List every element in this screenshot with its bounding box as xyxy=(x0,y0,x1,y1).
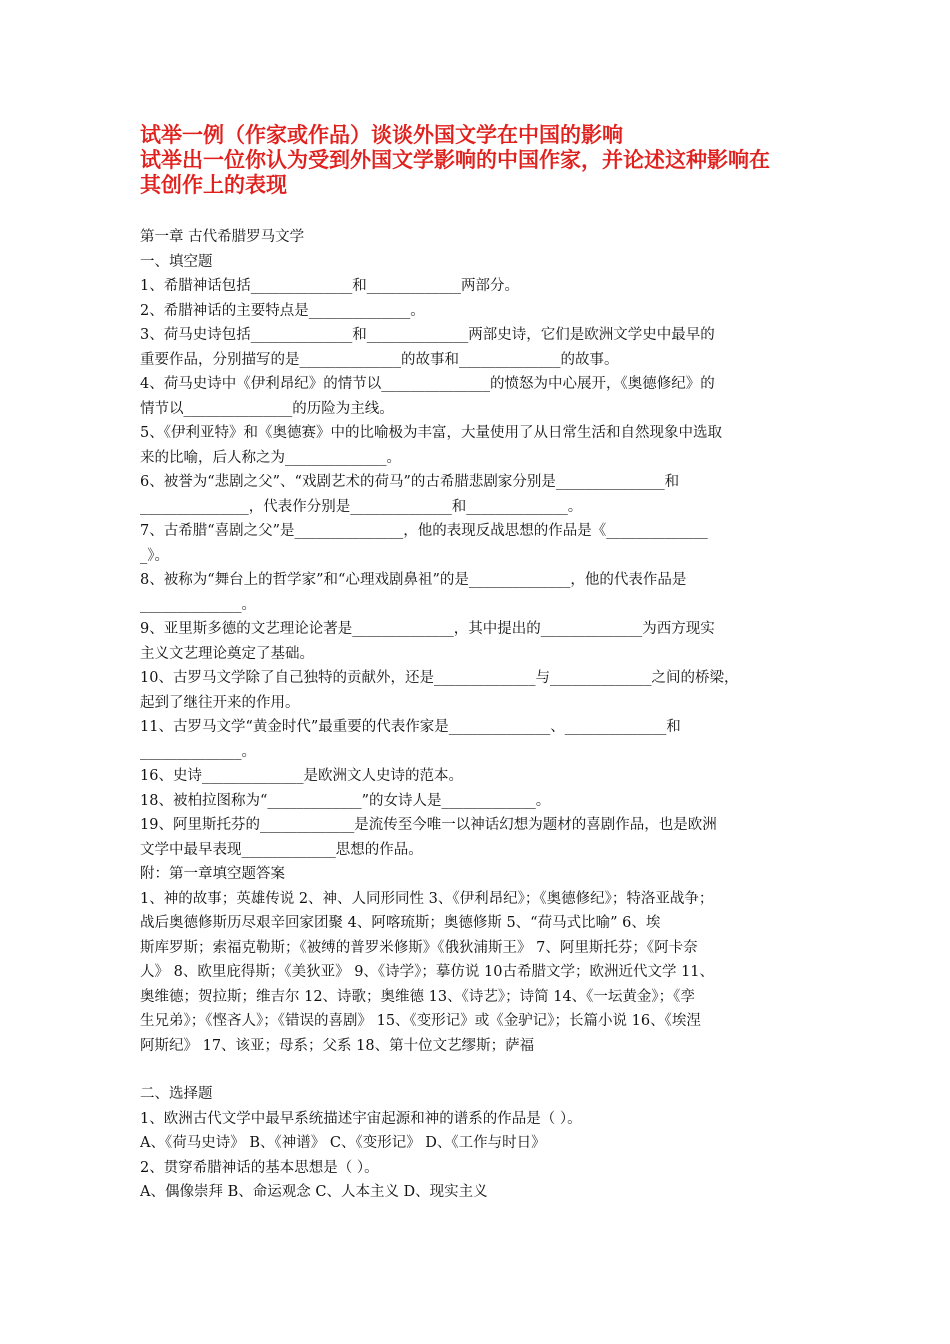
answer-line: 阿斯纪》 17、该亚；母系；父系 18、第十位文艺缪斯；萨福 xyxy=(140,1037,535,1054)
text-line: _》。 xyxy=(140,547,169,564)
spacer xyxy=(140,1058,812,1082)
document-page xyxy=(140,122,812,1205)
answer-heading: 附：第一章填空题答案 xyxy=(140,866,285,882)
text-line: 11、古罗马文学“黄金时代”最重要的代表作家是______________、______________和 xyxy=(140,719,681,735)
text-line: 主义文艺理论奠定了基础。 xyxy=(140,645,314,662)
answer-line: 斯库罗斯；索福克勒斯；《被缚的普罗米修斯》《俄狄浦斯王》 7、阿里斯托芬；《阿卡奈 xyxy=(140,939,698,956)
text-line: 18、被柏拉图称为“_____________”的女诗人是_____________。 xyxy=(140,792,551,809)
text-line: ______________。 xyxy=(140,743,256,760)
answer-line: 生兄弟》；《悭吝人》；《错误的喜剧》 15、《变形记》或《金驴记》；长篇小说 16、《埃涅 xyxy=(140,1013,701,1029)
question-line: 1、欧洲古代文学中最早系统描述宇宙起源和神的谱系的作品是（ ）。 xyxy=(140,1110,582,1127)
answer-line: 1、神的故事；英雄传说 2、神、人同形同性 3、《伊利昂纪》；《奥德修纪》；特洛亚战争； xyxy=(140,890,714,907)
text-line: 2、希腊神话的主要特点是______________。 xyxy=(140,302,425,319)
text-line: 3、荷马史诗包括______________和______________两部史诗，它们是欧洲文学史中最早的 xyxy=(140,327,715,343)
red-heading-2: 试举出一位你认为受到外国文学影响的中国作家，并论述这种影响在 xyxy=(140,147,770,172)
section-heading: 二、选择题 xyxy=(140,1086,213,1102)
spacer xyxy=(140,197,812,225)
text-line: 16、史诗______________是欧洲文人史诗的范本。 xyxy=(140,768,463,784)
text-line: 10、古罗马文学除了自己独特的贡献外，还是______________与______________之间的桥梁， xyxy=(140,670,739,686)
answer-line: 人》 8、欧里庇得斯；《美狄亚》 9、《诗学》；摹仿说 10古希腊文学；欧洲近代文学 11、 xyxy=(140,964,715,980)
text-line: 起到了继往开来的作用。 xyxy=(140,694,300,711)
text-line: 来的比喻，后人称之为______________。 xyxy=(140,449,401,466)
text-line: 5、《伊利亚特》和《奥德赛》中的比喻极为丰富，大量使用了从日常生活和自然现象中选取 xyxy=(140,425,722,441)
section-fill-in xyxy=(140,225,812,1058)
options-line: A、偶像崇拜 B、命运观念 C、人本主义 D、现实主义 xyxy=(140,1184,488,1200)
text-line: _______________，代表作分别是______________和______________。 xyxy=(140,498,583,515)
answer-line: 战后奥德修斯历尽艰辛回家团聚 4、阿喀琉斯；奥德修斯 5、“荷马式比喻” 6、埃 xyxy=(140,915,661,931)
text-line: 重要作品，分别描写的是______________的故事和______________的故事。 xyxy=(140,351,619,368)
text-line: 文学中最早表现_____________思想的作品。 xyxy=(140,841,423,858)
options-line: A、《荷马史诗》 B、《神谱》 C、《变形记》 D、《工作与时日》 xyxy=(140,1135,546,1151)
chapter-title: 第一章 古代希腊罗马文学 xyxy=(140,229,305,245)
text-line: 19、阿里斯托芬的_____________是流传至今唯一以神话幻想为题材的喜剧作品，也是欧洲 xyxy=(140,817,717,833)
text-line: 1、希腊神话包括______________和_____________两部分。 xyxy=(140,278,519,294)
text-line: 6、被誉为“悲剧之父”、“戏剧艺术的荷马”的古希腊悲剧家分别是_______________和 xyxy=(140,474,680,490)
answer-line: 奥维德；贺拉斯；维吉尔 12、诗歌；奥维德 13、《诗艺》；诗简 14、《一坛黄金》；《孪 xyxy=(140,988,695,1005)
red-heading-3: 其创作上的表现 xyxy=(140,172,287,197)
section-choice xyxy=(140,1082,812,1205)
text-line: 9、亚里斯多德的文艺理论论著是______________，其中提出的______________为西方现实 xyxy=(140,621,715,637)
text-line: 7、古希腊“喜剧之父”是_______________，他的表现反战思想的作品是《______________ xyxy=(140,523,708,539)
red-heading-1: 试举一例（作家或作品）谈谈外国文学在中国的影响 xyxy=(140,122,623,147)
text-line: 情节以_______________的历险为主线。 xyxy=(140,400,394,417)
question-line: 2、贯穿希腊神话的基本思想是（ ）。 xyxy=(140,1159,379,1176)
text-line: ______________。 xyxy=(140,596,256,613)
section-heading: 一、填空题 xyxy=(140,253,213,270)
text-line: 8、被称为“舞台上的哲学家”和“心理戏剧鼻祖”的是______________，他的代表作品是 xyxy=(140,572,687,588)
text-line: 4、荷马史诗中《伊利昂纪》的情节以_______________的愤怒为中心展开，《奥德修纪》的 xyxy=(140,376,715,392)
